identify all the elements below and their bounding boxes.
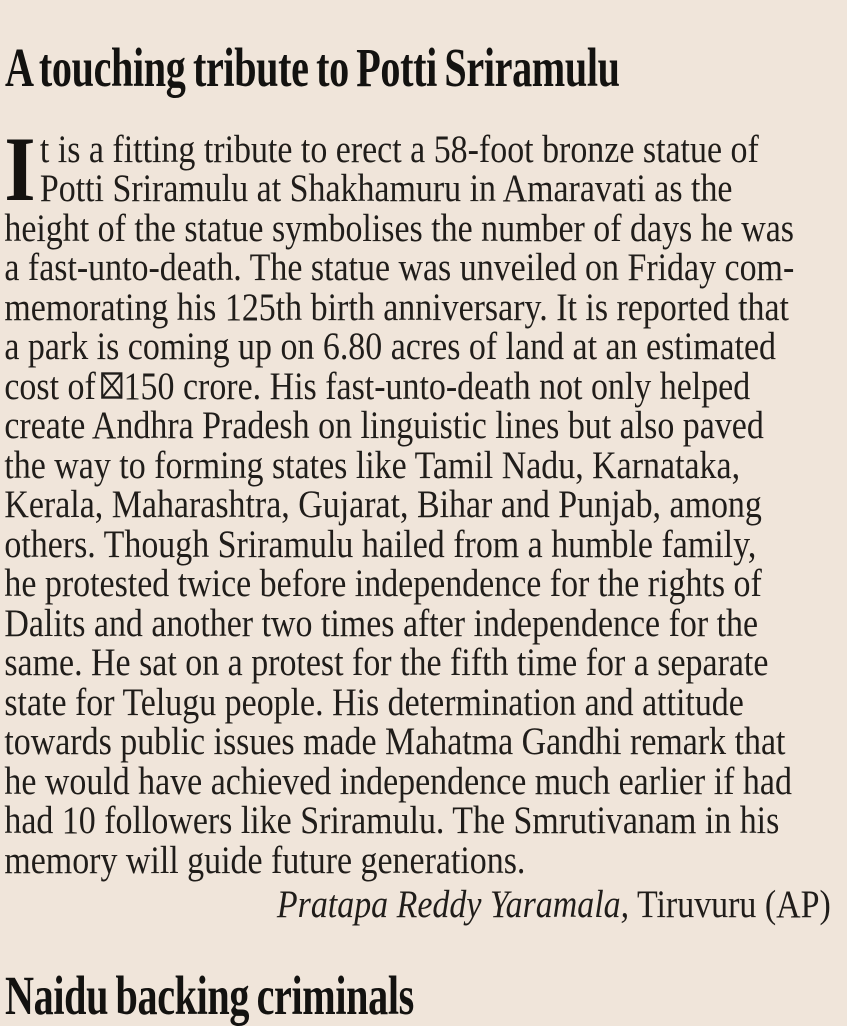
newspaper-letters-clipping	[0, 36, 831, 1026]
letter-headline-text: A touching tribute to Potti Sriramulu	[5, 36, 620, 98]
body-line: same. He sat on a protest for the fifth time for a separate	[4, 641, 769, 685]
letter-headline	[0, 36, 830, 98]
body-line: state for Telugu people. His determination and attitude	[4, 680, 744, 724]
missing-glyph-icon	[101, 372, 123, 399]
body-line: memorating his 125th birth anniversary. It is reported that	[4, 285, 789, 329]
signature-name: Pratapa Reddy Yaramala,	[276, 883, 630, 927]
signature	[4, 885, 834, 925]
body-line: towards public issues made Mahatma Gandhi remark that	[4, 720, 786, 764]
body-line-with-missing-glyph	[4, 364, 834, 408]
body-line: memory will guide future generations.	[4, 838, 526, 882]
signature-location: Tiruvuru (AP)	[629, 883, 831, 927]
body-line: the way to forming states like Tamil Nadu, Karnataka,	[4, 443, 741, 487]
body-line: he would have achieved independence much earlier if had	[4, 759, 792, 803]
body-line: Dalits and another two times after independence for the	[4, 601, 759, 645]
body-line: Kerala, Maharashtra, Gujarat, Bihar and Punjab, among	[4, 483, 762, 527]
letter-body	[0, 117, 834, 927]
body-line: t is a fitting tribute to erect a 58-foot bronze statue of	[39, 127, 759, 171]
body-line: a fast-unto-death. The statue was unveiled on Friday com-	[4, 246, 795, 290]
body-line: others. Though Sriramulu hailed from a humble family,	[4, 522, 757, 566]
drop-cap: I	[4, 117, 36, 220]
body-line: height of the statue symbolises the number of days he was	[4, 206, 795, 250]
body-line-text: cost of	[4, 364, 96, 408]
body-line: Potti Sriramulu at Shakhamuru in Amaravati as the	[39, 167, 733, 211]
next-article-headline-text: Naidu backing criminals	[5, 964, 414, 1026]
body-line: he protested twice before independence for the rights of	[4, 562, 762, 606]
body-line: had 10 followers like Sriramulu. The Smrutivanam in his	[4, 799, 780, 843]
body-line-text: 150 crore. His fast-unto-death not only helped	[123, 364, 751, 408]
body-line: a park is coming up on 6.80 acres of land at an estimated	[4, 325, 777, 369]
body-line: create Andhra Pradesh on linguistic lines but also paved	[4, 404, 764, 448]
next-article-headline	[0, 964, 830, 1026]
